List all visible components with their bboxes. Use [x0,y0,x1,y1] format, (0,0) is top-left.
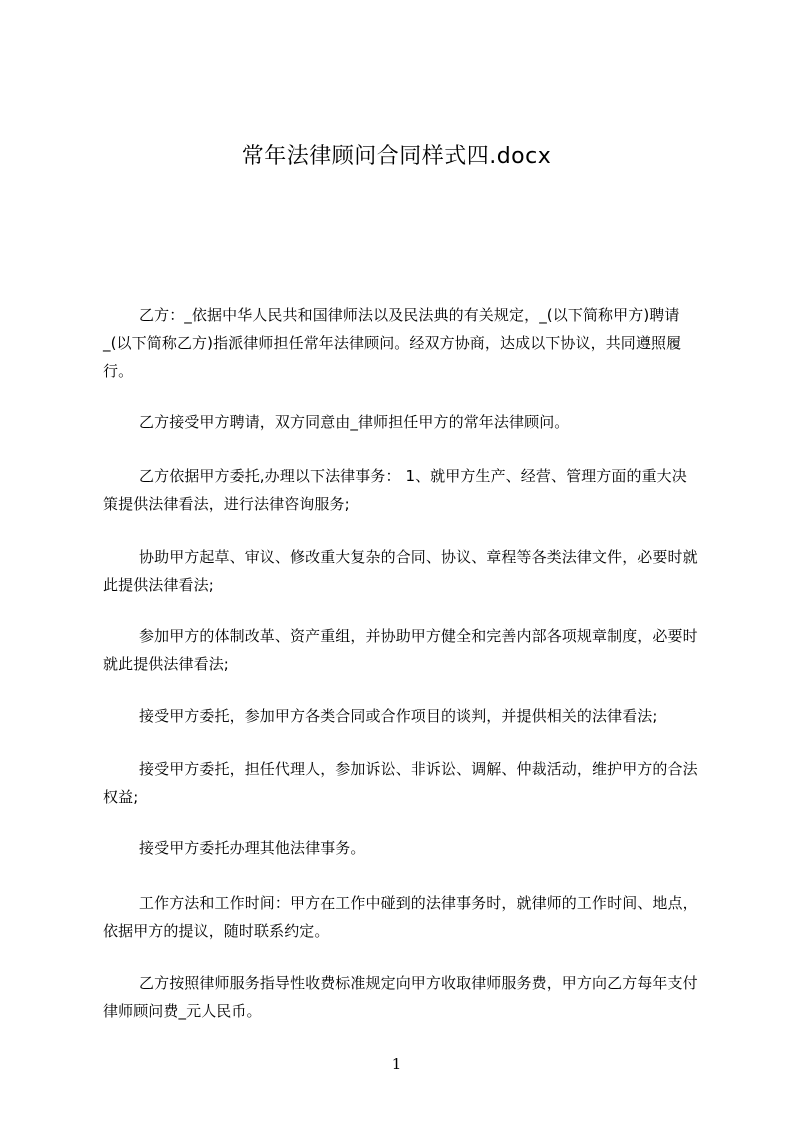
document-title: 常年法律顾问合同样式四.docx [241,144,552,169]
paragraph-fees: 乙方按照律师服务指导性收费标准规定向甲方收取律师服务费，甲方向乙方每年支付律师顾问费_元人民币。 [103,974,698,1020]
paragraph-intro: 乙方：_依据中华人民共和国律师法以及民法典的有关规定，_(以下简称甲方)聘请_(以下简称乙方)指派律师担任常年法律顾问。经双方协商，达成以下协议，共同遵照履行。 [103,306,682,380]
paragraph-negotiation: 接受甲方委托，参加甲方各类合同或合作项目的谈判，并提供相关的法律看法; [139,707,658,725]
paragraph-legal-affairs: 乙方依据甲方委托,办理以下法律事务： 1、就甲方生产、经营、管理方面的重大决策提供法律看法，进行法律咨询服务; [103,467,687,513]
paragraph-litigation: 接受甲方委托，担任代理人，参加诉讼、非诉讼、调解、仲裁活动，维护甲方的合法权益; [103,760,698,806]
paragraph-drafting: 协助甲方起草、审议、修改重大复杂的合同、协议、章程等各类法律文件，必要时就此提供法律看法; [103,548,698,594]
page-number: 1 [391,1055,402,1073]
paragraph-other-affairs: 接受甲方委托办理其他法律事务。 [139,839,366,857]
paragraph-restructuring: 参加甲方的体制改革、资产重组，并协助甲方健全和完善内部各项规章制度，必要时就此提供法律看法; [103,627,698,673]
paragraph-working-method: 工作方法和工作时间：甲方在工作中碰到的法律事务时，就律师的工作时间、地点，依据甲方的提议，随时联系约定。 [103,894,698,940]
paragraph-appointment: 乙方接受甲方聘请，双方同意由_律师担任甲方的常年法律顾问。 [139,413,570,431]
